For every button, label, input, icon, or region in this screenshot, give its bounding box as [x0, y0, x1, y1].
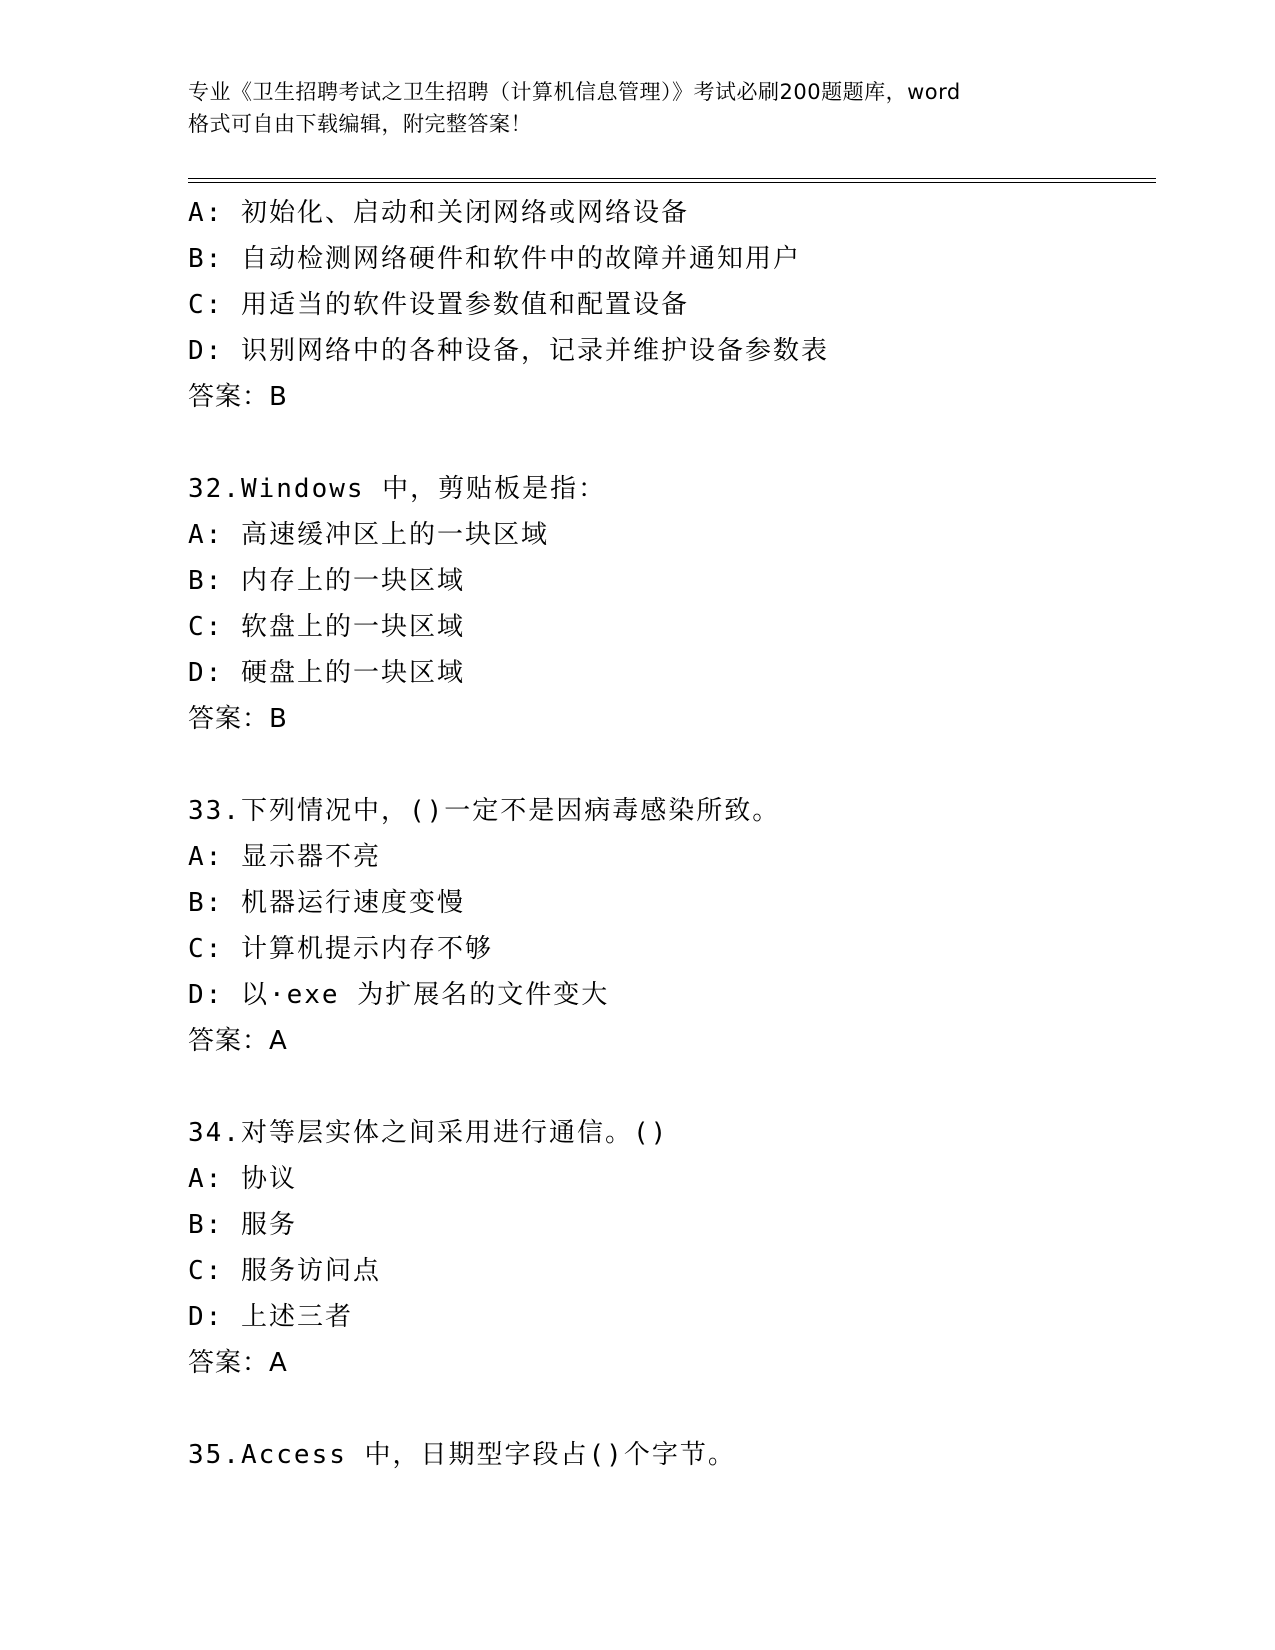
spacer — [188, 742, 1148, 788]
question-text: 32.Windows 中，剪贴板是指： — [188, 474, 607, 504]
option-a: A: 协议 — [188, 1164, 297, 1194]
option-b: B: 内存上的一块区域 — [188, 566, 465, 596]
question-text: 33.下列情况中，()一定不是因病毒感染所致。 — [188, 796, 781, 826]
header-title-line-2: 格式可自由下载编辑，附完整答案！ — [188, 112, 532, 136]
option-a: A: 高速缓冲区上的一块区域 — [188, 520, 549, 550]
question-33 — [188, 788, 1148, 1064]
option-c: C: 用适当的软件设置参数值和配置设备 — [188, 290, 689, 320]
option-c: C: 计算机提示内存不够 — [188, 934, 493, 964]
option-d: D: 识别网络中的各种设备，记录并维护设备参数表 — [188, 336, 829, 366]
option-c: C: 服务访问点 — [188, 1256, 381, 1286]
option-a: A: 显示器不亮 — [188, 842, 381, 872]
question-35 — [188, 1432, 1148, 1478]
option-b: B: 机器运行速度变慢 — [188, 888, 465, 918]
option-c: C: 软盘上的一块区域 — [188, 612, 465, 642]
answer-line: 答案：A — [188, 1026, 288, 1056]
option-d: D: 上述三者 — [188, 1302, 353, 1332]
question-32 — [188, 466, 1148, 742]
header-divider-thick — [188, 178, 1156, 179]
question-text: 34.对等层实体之间采用进行通信。() — [188, 1118, 669, 1148]
answer-line: 答案：B — [188, 704, 288, 734]
header-divider-thin — [188, 182, 1156, 183]
spacer — [188, 1064, 1148, 1110]
question-31 — [188, 190, 1148, 420]
answer-line: 答案：A — [188, 1348, 288, 1378]
spacer — [188, 420, 1148, 466]
option-d: D: 硬盘上的一块区域 — [188, 658, 465, 688]
document-header — [188, 76, 1108, 140]
option-a: A: 初始化、启动和关闭网络或网络设备 — [188, 198, 689, 228]
header-title-line-1: 专业《卫生招聘考试之卫生招聘（计算机信息管理）》考试必刷200题题库，word — [188, 80, 961, 104]
question-text: 35.Access 中，日期型字段占()个字节。 — [188, 1440, 736, 1470]
option-d: D: 以·exe 为扩展名的文件变大 — [188, 980, 610, 1010]
option-b: B: 自动检测网络硬件和软件中的故障并通知用户 — [188, 244, 801, 274]
spacer — [188, 1386, 1148, 1432]
question-34 — [188, 1110, 1148, 1386]
question-list — [188, 190, 1148, 1478]
option-b: B: 服务 — [188, 1210, 297, 1240]
answer-line: 答案：B — [188, 382, 288, 412]
